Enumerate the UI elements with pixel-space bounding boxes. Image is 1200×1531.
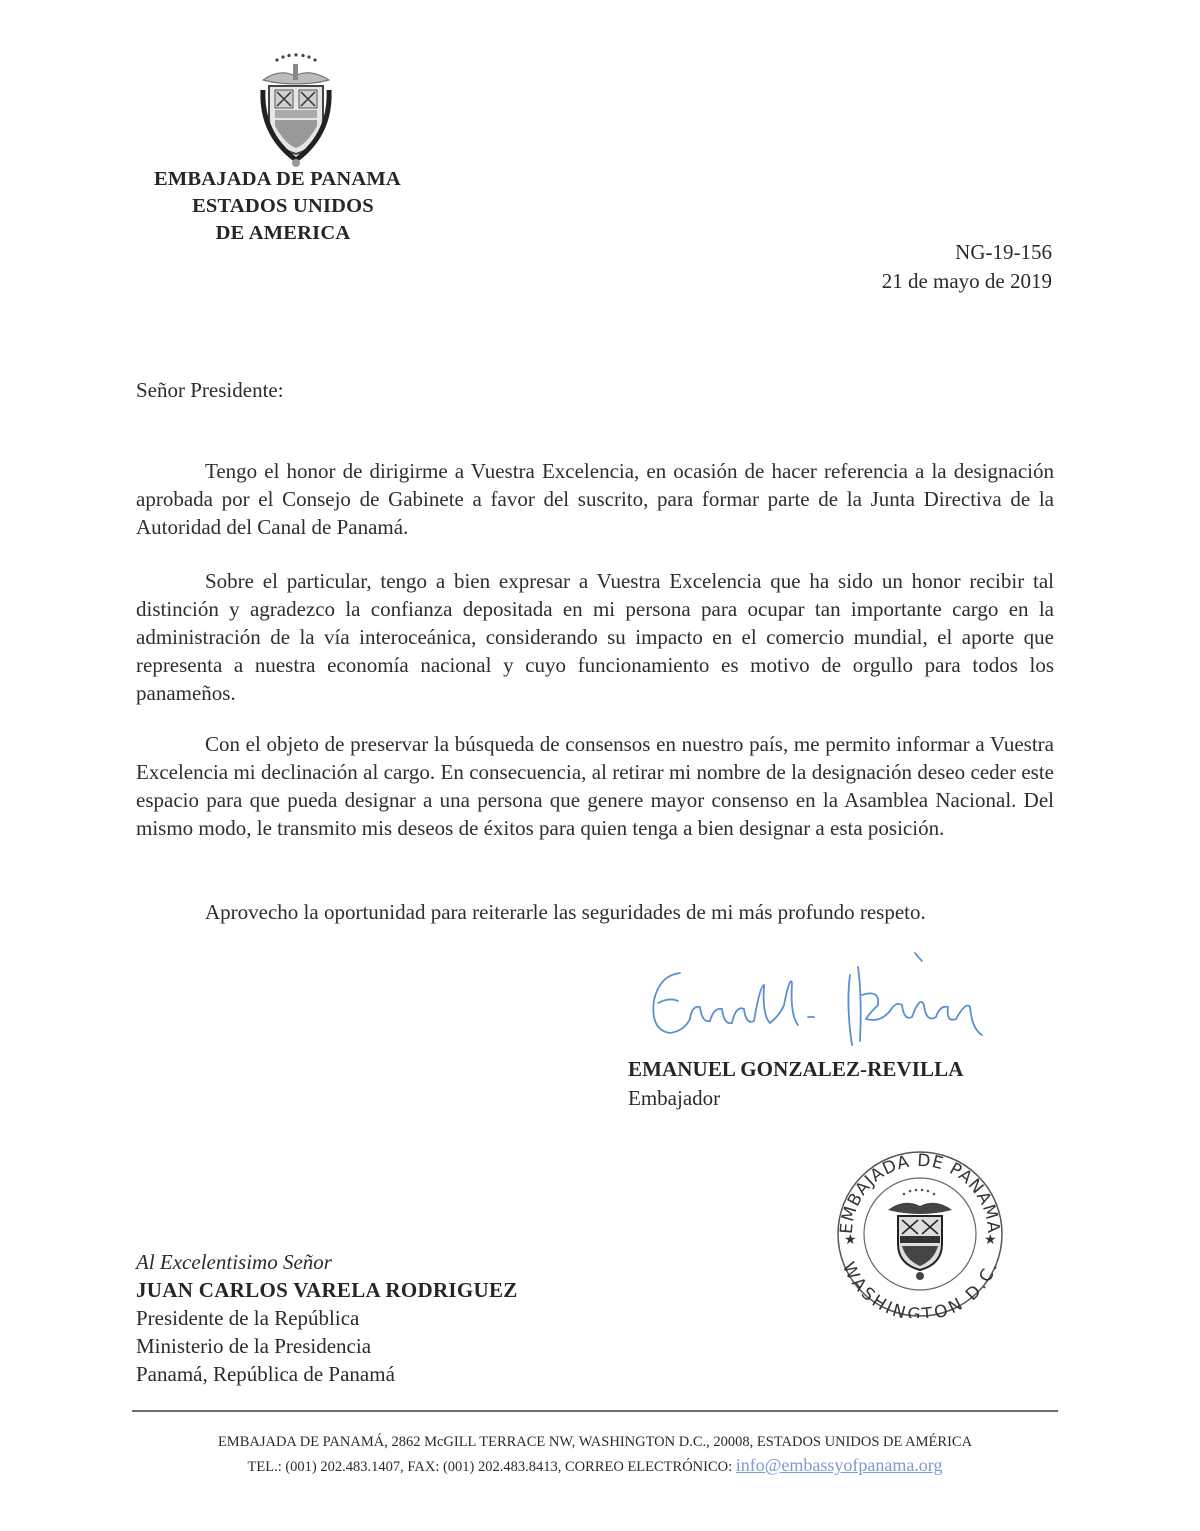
embassy-seal-icon xyxy=(830,1148,1010,1318)
recipient-salute: Al Excelentisimo Señor xyxy=(136,1250,332,1274)
letter-date: 21 de mayo de 2019 xyxy=(881,269,1052,293)
recipient-line: Panamá, República de Panamá xyxy=(136,1362,395,1386)
letterhead-line: EMBAJADA DE PANAMA xyxy=(154,168,401,190)
closing-paragraph xyxy=(136,898,1054,926)
body-paragraph xyxy=(136,457,1054,541)
paragraph-text: Sobre el particular, tengo a bien expresar a Vuestra Excelencia que ha sido un honor recibir tal distinción y agradezco la confianza depositada en mi persona para ocupar tan importante cargo en la administración de la vía interoceánica, considerando su impacto en el comercio mundial, el aporte que representa a nuestra economía nacional y cuyo funcionamiento es motivo de orgullo para todos los panameños. xyxy=(136,569,1054,705)
recipient-block xyxy=(136,1248,518,1388)
letterhead-line: ESTADOS UNIDOS xyxy=(192,195,374,217)
body-paragraph xyxy=(136,567,1054,707)
footer-contact-text: TEL.: (001) 202.483.1407, FAX: (001) 202.483.8413, CORREO ELECTRÓNICO: xyxy=(247,1459,736,1475)
email-link[interactable]: info@embassyofpanama.org xyxy=(735,1455,943,1475)
letterhead-line: DE AMERICA xyxy=(215,222,351,244)
svg-text:WASHINGTON D.C.: WASHINGTON D.C. xyxy=(837,1259,1003,1318)
reference-block xyxy=(882,238,1052,296)
reference-number: NG-19-156 xyxy=(955,240,1052,264)
recipient-line: Presidente de la República xyxy=(136,1306,360,1330)
signer-name: EMANUEL GONZALEZ-REVILLA xyxy=(628,1057,964,1081)
svg-text:EMBAJADA DE PANAMA: EMBAJADA DE PANAMA xyxy=(836,1150,1004,1235)
handwritten-signature-icon xyxy=(640,945,1010,1055)
footer-divider xyxy=(132,1410,1058,1412)
recipient-line: Ministerio de la Presidencia xyxy=(136,1334,372,1358)
signer-title: Embajador xyxy=(628,1086,721,1110)
salutation: Señor Presidente: xyxy=(136,378,284,402)
paragraph-text: Con el objeto de preservar la búsqueda de consensos en nuestro país, me permito informar a Vuestra Excelencia mi declinación al cargo. En consecuencia, al retirar mi nombre de la designación deseo ceder este espacio para que pueda designar a una persona que genere mayor consenso en la Asamblea Nacional. Del mismo modo, le transmito mis deseos de éxitos para quien tenga a bien designar a esta posición. xyxy=(136,732,1054,840)
body-paragraph xyxy=(136,730,1054,842)
signer-block xyxy=(628,1055,964,1113)
footer-contact xyxy=(132,1454,1058,1479)
svg-text:★: ★ xyxy=(984,1233,997,1248)
panama-coat-of-arms-icon xyxy=(255,50,337,170)
paragraph-text: Aprovecho la oportunidad para reiterarle las seguridades de mi más profundo respeto. xyxy=(205,900,926,924)
svg-text:★: ★ xyxy=(844,1233,857,1248)
paragraph-text: Tengo el honor de dirigirme a Vuestra Excelencia, en ocasión de hacer referencia a la designación aprobada por el Consejo de Gabinete a favor del suscrito, para formar parte de la Junta Directiva de la Autoridad del Canal de Panamá. xyxy=(136,459,1054,539)
letterhead xyxy=(148,166,418,247)
footer xyxy=(132,1431,1058,1479)
recipient-name: JUAN CARLOS VARELA RODRIGUEZ xyxy=(136,1278,518,1302)
footer-address: EMBAJADA DE PANAMÁ, 2862 McGILL TERRACE NW, WASHINGTON D.C., 20008, ESTADOS UNIDOS DE AMÉRICA xyxy=(217,1434,973,1450)
